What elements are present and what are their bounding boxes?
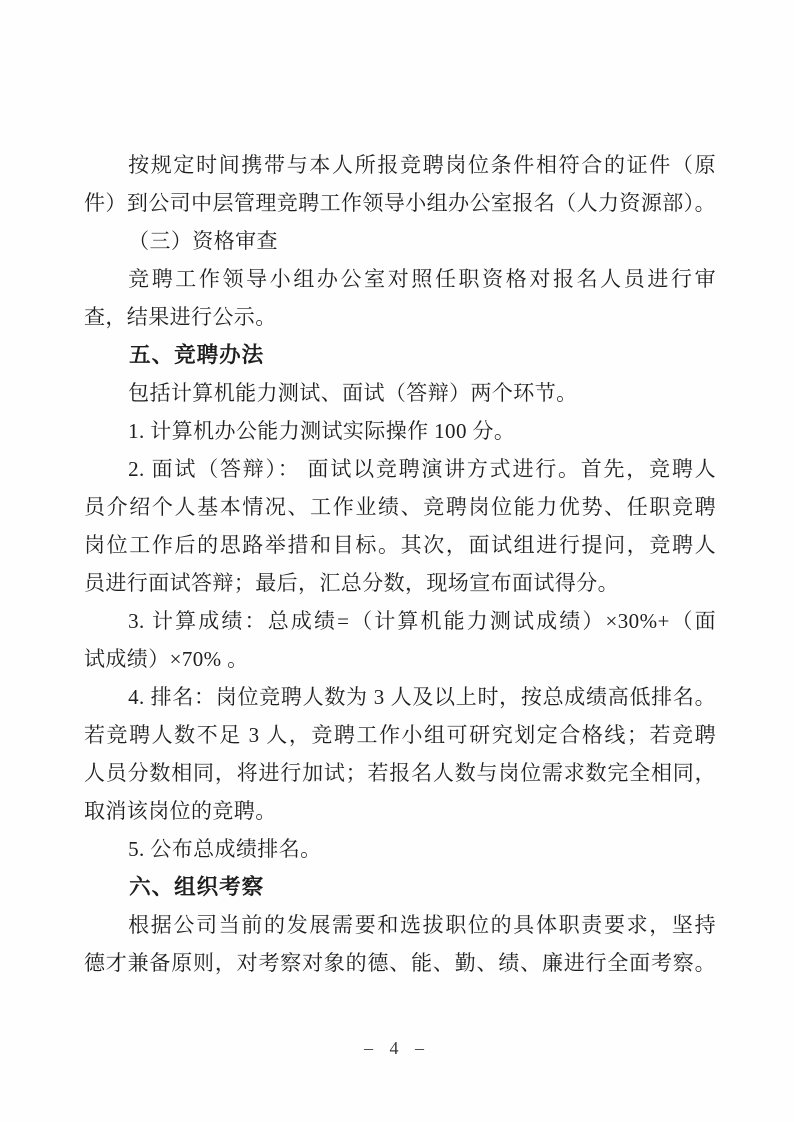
- section-heading: 六、组织考察: [129, 875, 265, 899]
- text-line: 查，结果进行公示。: [84, 305, 277, 329]
- text-line: 根据公司当前的发展需要和选拔职位的具体职责要求，坚持: [128, 913, 716, 937]
- text-line: 取消该岗位的竞聘。: [84, 799, 277, 823]
- text-line: 5. 公布总成绩排名。: [128, 837, 322, 861]
- text-line: 岗位工作后的思路举措和目标。其次，面试组进行提问，竞聘人: [84, 533, 716, 557]
- text-line: 德才兼备原则，对考察对象的德、能、勤、绩、廉进行全面考察。: [84, 951, 716, 975]
- text-line: 员进行面试答辩；最后，汇总分数，现场宣布面试得分。: [84, 571, 619, 595]
- text-line: 竞聘工作领导小组办公室对照任职资格对报名人员进行审: [128, 267, 716, 291]
- text-line: 1. 计算机办公能力测试实际操作 100 分。: [128, 419, 516, 443]
- text-line: 2. 面试（答辩）： 面试以竞聘演讲方式进行。首先，竞聘人: [128, 457, 716, 481]
- text-line: 3. 计算成绩：总成绩=（计算机能力测试成绩）×30%+（面: [128, 609, 716, 633]
- page-number: – 4 –: [364, 1038, 430, 1058]
- text-line: 试成绩）×70% 。: [84, 647, 249, 671]
- text-line: 人员分数相同，将进行加试；若报名人数与岗位需求数完全相同，: [84, 761, 716, 785]
- text-line: 件）到公司中层管理竞聘工作领导小组办公室报名（人力资源部）。: [84, 191, 716, 215]
- section-heading: 五、竞聘办法: [129, 343, 265, 367]
- text-line: 员介绍个人基本情况、工作业绩、竞聘岗位能力优势、任职竞聘: [84, 495, 716, 519]
- text-line: 4. 排名：岗位竞聘人数为 3 人及以上时，按总成绩高低排名。: [128, 685, 716, 709]
- text-line: 包括计算机能力测试、面试（答辩）两个环节。: [128, 381, 578, 405]
- document-body: [84, 146, 716, 982]
- text-line: 按规定时间携带与本人所报竞聘岗位条件相符合的证件（原: [128, 153, 716, 177]
- text-line: 若竞聘人数不足 3 人，竞聘工作小组可研究划定合格线；若竞聘: [84, 723, 716, 747]
- subsection-heading: （三）资格审查: [128, 229, 278, 253]
